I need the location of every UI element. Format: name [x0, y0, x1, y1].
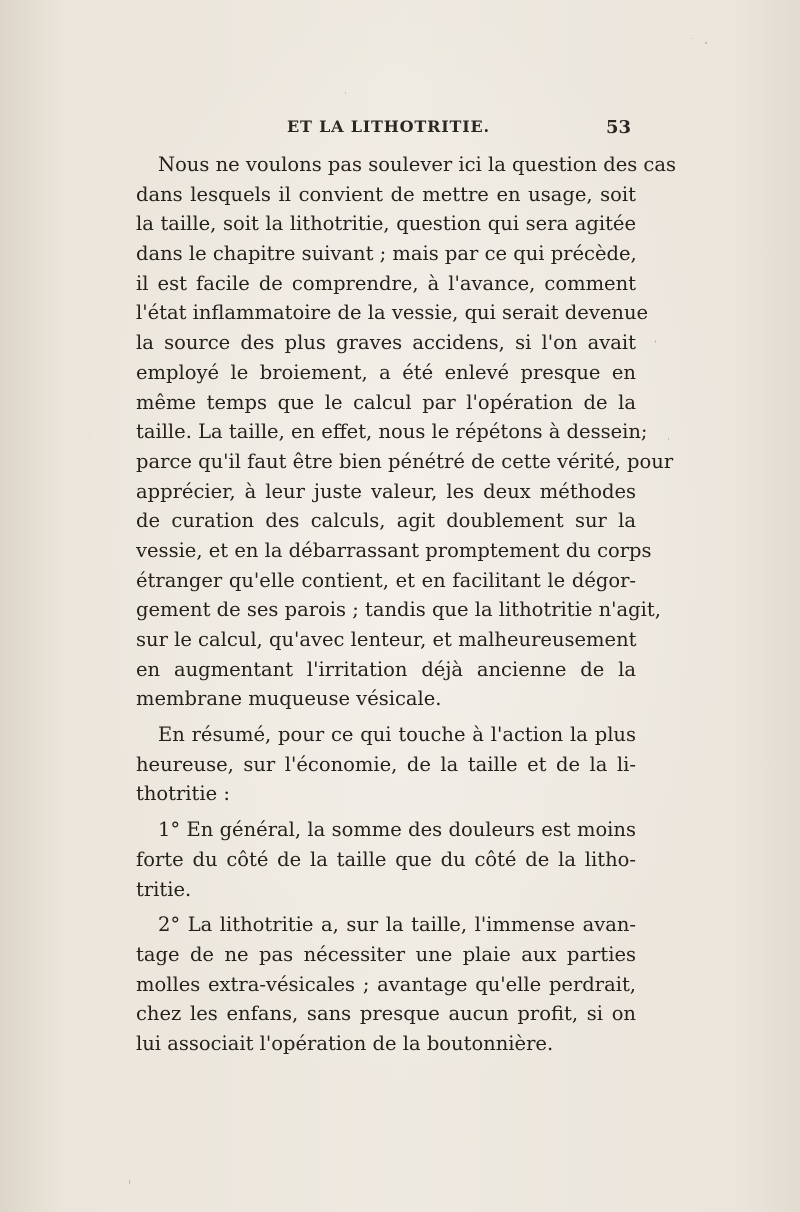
text-line: chez les enfans, sans presque aucun profit, si on	[136, 1002, 636, 1026]
text-line: heureuse, sur l'économie, de la taille et de la li-	[136, 752, 636, 776]
text-line: thotritie :	[136, 782, 230, 806]
text-line: forte du côté de la taille que du côté de la litho-	[136, 847, 636, 871]
text-line: parce qu'il faut être bien pénétré de cette vérité, pour	[136, 449, 674, 473]
text-line: de curation des calculs, agit doublement sur la	[136, 509, 636, 533]
body-text	[136, 150, 676, 1059]
text-line: molles extra-vésicales ; avantage qu'elle perdrait,	[136, 972, 636, 996]
text-line: sur le calcul, qu'avec lenteur, et malheureusement	[136, 628, 637, 651]
text-line: gement de ses parois ; tandis que la lithotritie n'agit,	[136, 598, 661, 622]
text-line: Nous ne voulons pas soulever ici la question des cas	[158, 153, 676, 176]
page-number: 53	[606, 117, 632, 138]
paper-speck	[129, 1180, 130, 1184]
text-line: en augmentant l'irritation déjà ancienne de la	[136, 657, 636, 681]
running-head-title: ET LA LITHOTRITIE.	[287, 117, 490, 136]
text-line: apprécier, à leur juste valeur, les deux méthodes	[136, 479, 636, 503]
text-line: tritie.	[136, 877, 192, 901]
text-line: En résumé, pour ce qui touche à l'action la plus	[158, 723, 636, 747]
text-line: la source des plus graves accidens, si l'on avait	[136, 331, 636, 355]
paper-speck	[705, 42, 707, 44]
paragraph	[136, 815, 636, 904]
text-line: dans le chapitre suivant ; mais par ce qui précède,	[136, 242, 637, 266]
paper-speck	[345, 92, 346, 94]
paper-speck	[655, 340, 656, 343]
text-line: 1° En général, la somme des douleurs est moins	[158, 818, 636, 842]
text-line: l'état inflammatoire de la vessie, qui serait devenue	[136, 301, 649, 325]
text-line: membrane muqueuse vésicale.	[136, 687, 442, 711]
text-line: 2° La lithotritie a, sur la taille, l'immense avan-	[158, 913, 636, 937]
paragraph	[136, 150, 676, 714]
running-head	[0, 117, 800, 141]
text-line: employé le broiement, a été enlevé presque en	[136, 360, 636, 384]
text-line: dans lesquels il convient de mettre en usage, soit	[136, 182, 636, 206]
text-line: même temps que le calcul par l'opération de la	[136, 390, 636, 414]
text-line: étranger qu'elle contient, et en facilitant le dégor-	[136, 568, 636, 592]
paragraph	[136, 910, 636, 1058]
text-line: il est facile de comprendre, à l'avance, comment	[136, 271, 636, 295]
text-line: la taille, soit la lithotritie, question qui sera agitée	[136, 212, 636, 236]
paragraph	[136, 720, 636, 809]
text-line: vessie, et en la débarrassant promptement du corps	[136, 538, 652, 562]
text-line: lui associait l'opération de la boutonnière.	[136, 1031, 554, 1055]
text-line: tage de ne pas nécessiter une plaie aux parties	[136, 942, 636, 966]
text-line: taille. La taille, en effet, nous le répétons à dessein;	[136, 420, 648, 444]
paper-speck	[668, 438, 669, 440]
paper-speck	[692, 38, 693, 39]
